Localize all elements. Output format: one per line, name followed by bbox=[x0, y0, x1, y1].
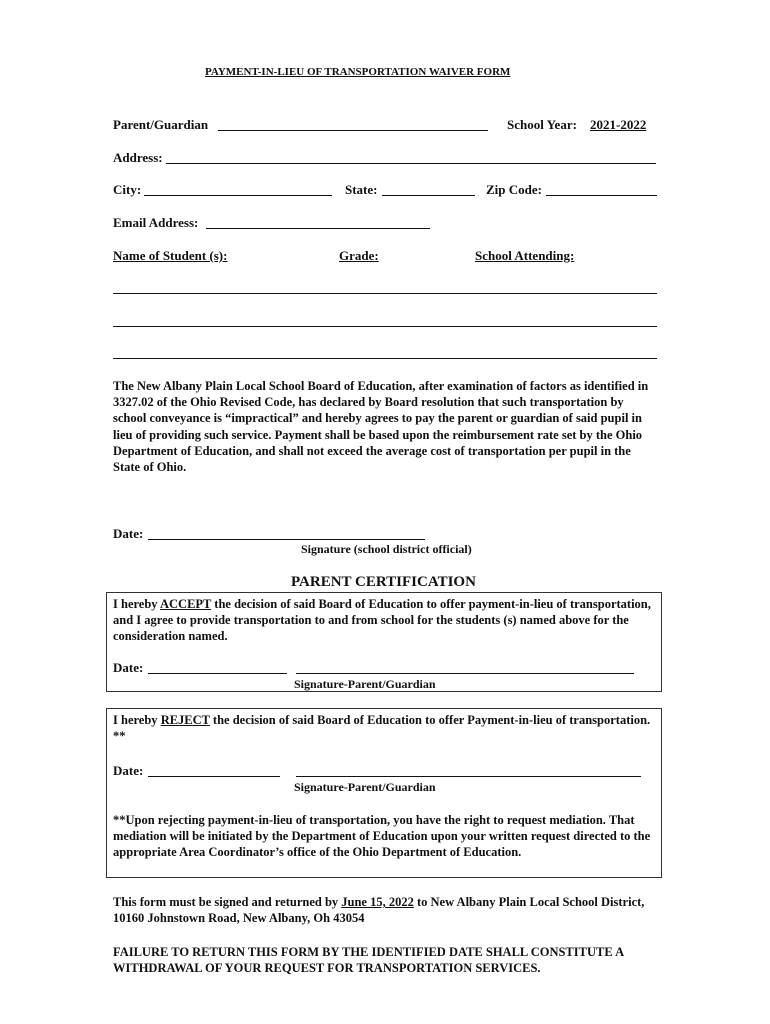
student-entry-line[interactable] bbox=[113, 293, 657, 294]
student-name-header: Name of Student (s): bbox=[113, 248, 228, 263]
return-instructions: This form must be signed and returned by June 15, 2022 to New Albany Plain Local School District, 10160 Johnstown Road, New Albany, Oh 43054 bbox=[113, 895, 645, 926]
reject-date-label: Date: bbox=[113, 763, 144, 778]
school-year-label: School Year: bbox=[507, 117, 577, 132]
address-field[interactable] bbox=[166, 163, 656, 164]
accept-signature-caption: Signature-Parent/Guardian bbox=[294, 677, 436, 691]
student-entry-line[interactable] bbox=[113, 326, 657, 327]
address-label: Address: bbox=[113, 150, 163, 165]
reject-signature-caption: Signature-Parent/Guardian bbox=[294, 780, 436, 794]
accept-statement: I hereby ACCEPT the decision of said Board of Education to offer payment-in-lieu of transportation, and I agree to provide transportation to and from school for the students (s) named above for the consideration named. bbox=[113, 597, 651, 644]
accept-date-field[interactable] bbox=[148, 673, 287, 674]
accept-keyword: ACCEPT bbox=[160, 597, 212, 611]
city-label: City: bbox=[113, 182, 142, 197]
school-attending-header: School Attending: bbox=[475, 248, 575, 263]
grade-header: Grade: bbox=[339, 248, 379, 263]
withdrawal-warning: FAILURE TO RETURN THIS FORM BY THE IDENTIFIED DATE SHALL CONSTITUTE A WITHDRAWAL OF YOUR REQUEST FOR TRANSPORTATION SERVICES. bbox=[113, 945, 624, 976]
board-resolution-text: The New Albany Plain Local School Board of Education, after examination of factors as identified in 3327.02 of the Ohio Revised Code, has declared by Board resolution that such transportation by school conveyance is “impractical” and hereby agrees to pay the parent or guardian of said pupil in lieu of providing such service. Payment shall be based upon the reimbursement rate set by the Ohio Department of Education, and shall not exceed the average cost of transportation per pupil in the State of Ohio. bbox=[113, 379, 649, 475]
official-signature-caption: Signature (school district official) bbox=[301, 542, 472, 556]
parent-guardian-label: Parent/Guardian bbox=[113, 117, 209, 132]
state-field[interactable] bbox=[382, 195, 475, 196]
accept-signature-field[interactable] bbox=[296, 673, 634, 674]
mediation-note: **Upon rejecting payment-in-lieu of transportation, you have the right to request mediation. That mediation will be initiated by the Department of Education upon your written request directed to the appropriate Area Coordinator’s office of the Ohio Department of Education. bbox=[113, 813, 651, 860]
parent-certification-heading: PARENT CERTIFICATION bbox=[291, 574, 476, 590]
accept-box bbox=[106, 592, 662, 692]
official-signature-field[interactable] bbox=[148, 539, 425, 540]
reject-statement: I hereby REJECT the decision of said Board of Education to offer Payment-in-lieu of transportation. ** bbox=[113, 713, 651, 744]
official-date-label: Date: bbox=[113, 526, 144, 541]
school-year-value: 2021-2022 bbox=[590, 117, 647, 132]
city-field[interactable] bbox=[144, 195, 332, 196]
reject-signature-field[interactable] bbox=[296, 776, 641, 777]
reject-keyword: REJECT bbox=[160, 713, 210, 727]
return-deadline: June 15, 2022 bbox=[341, 895, 414, 909]
accept-date-label: Date: bbox=[113, 660, 144, 675]
form-title: PAYMENT-IN-LIEU OF TRANSPORTATION WAIVER FORM bbox=[205, 66, 511, 78]
email-address-field[interactable] bbox=[206, 228, 430, 229]
zip-code-label: Zip Code: bbox=[486, 182, 542, 197]
email-address-label: Email Address: bbox=[113, 215, 199, 230]
parent-guardian-field[interactable] bbox=[218, 130, 488, 131]
state-label: State: bbox=[345, 182, 378, 197]
zip-code-field[interactable] bbox=[546, 195, 657, 196]
student-entry-line[interactable] bbox=[113, 358, 657, 359]
reject-box bbox=[106, 708, 662, 878]
reject-date-field[interactable] bbox=[148, 776, 280, 777]
